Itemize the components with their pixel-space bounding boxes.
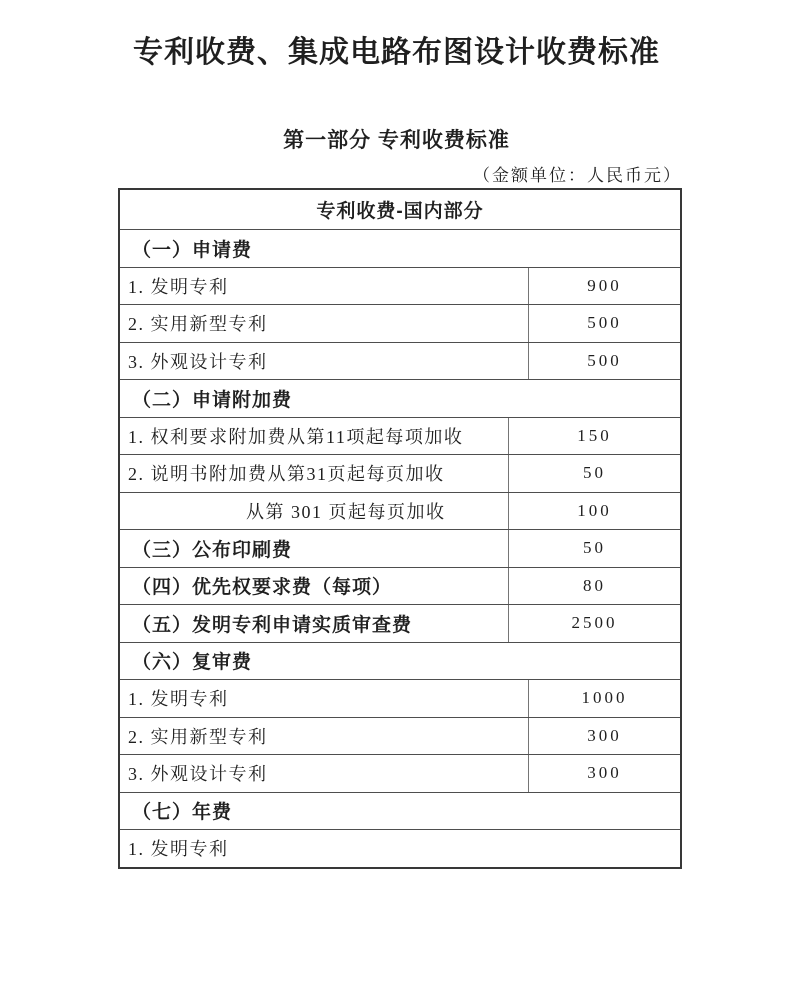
table-row [120, 454, 680, 492]
table-row [120, 754, 680, 792]
table-row [120, 717, 680, 755]
fee-value-cell: 500 [528, 305, 680, 342]
table-row [120, 417, 680, 455]
table-row [120, 679, 680, 717]
fee-value-cell: 50 [508, 455, 680, 492]
fee-value-cell: 300 [528, 755, 680, 792]
fee-label-cell: 2. 实用新型专利 [128, 726, 268, 747]
fee-table-header: 专利收费-国内部分 [316, 201, 484, 222]
fee-value-cell: 100 [508, 493, 680, 530]
fee-label-cell: 3. 外观设计专利 [128, 764, 268, 785]
fee-value-cell: 50 [508, 530, 680, 567]
table-row-section [120, 529, 680, 567]
fee-value-cell: 150 [508, 418, 680, 455]
table-row-section [120, 567, 680, 605]
fee-value-cell: 500 [528, 343, 680, 380]
table-row [120, 267, 680, 305]
fee-value-cell: 2500 [508, 605, 680, 642]
table-row-section [120, 379, 680, 417]
table-row-section [120, 604, 680, 642]
section-label: （一）申请费 [132, 239, 253, 261]
fee-value-cell: 300 [528, 718, 680, 755]
fee-label-cell: 2. 实用新型专利 [128, 314, 268, 335]
table-row [120, 492, 680, 530]
section-label: （四）优先权要求费（每项） [132, 577, 393, 599]
fee-label-cell: 1. 发明专利 [128, 689, 229, 710]
table-row-section [120, 792, 680, 830]
fee-label-cell: 1. 发明专利 [128, 276, 229, 297]
fee-value-cell: 900 [528, 268, 680, 305]
fee-value-cell: 1000 [528, 680, 680, 717]
fee-table [118, 188, 682, 869]
section-label: （五）发明专利申请实质审查费 [132, 614, 413, 636]
table-row [120, 829, 680, 867]
currency-unit-note: （金额单位：人民币元） [473, 166, 682, 185]
section-label: （二）申请附加费 [132, 389, 293, 411]
section-label: （三）公布印刷费 [132, 539, 293, 561]
section-label: （六）复审费 [132, 652, 253, 674]
section-label: （七）年费 [132, 802, 233, 824]
fee-label-cell: 1. 权利要求附加费从第11项起每项加收 [128, 426, 464, 447]
table-row [120, 342, 680, 380]
document-title: 专利收费、集成电路布图设计收费标准 [133, 36, 660, 69]
table-row [120, 304, 680, 342]
fee-value-cell: 80 [508, 568, 680, 605]
table-row-section [120, 229, 680, 267]
fee-label-cell: 2. 说明书附加费从第31页起每页加收 [128, 464, 445, 485]
table-row-section [120, 642, 680, 680]
fee-label-cell: 从第 301 页起每页加收 [246, 501, 446, 522]
fee-label-cell: 3. 外观设计专利 [128, 351, 268, 372]
part-one-heading: 第一部分 专利收费标准 [283, 129, 510, 152]
fee-label-cell: 1. 发明专利 [128, 839, 229, 860]
